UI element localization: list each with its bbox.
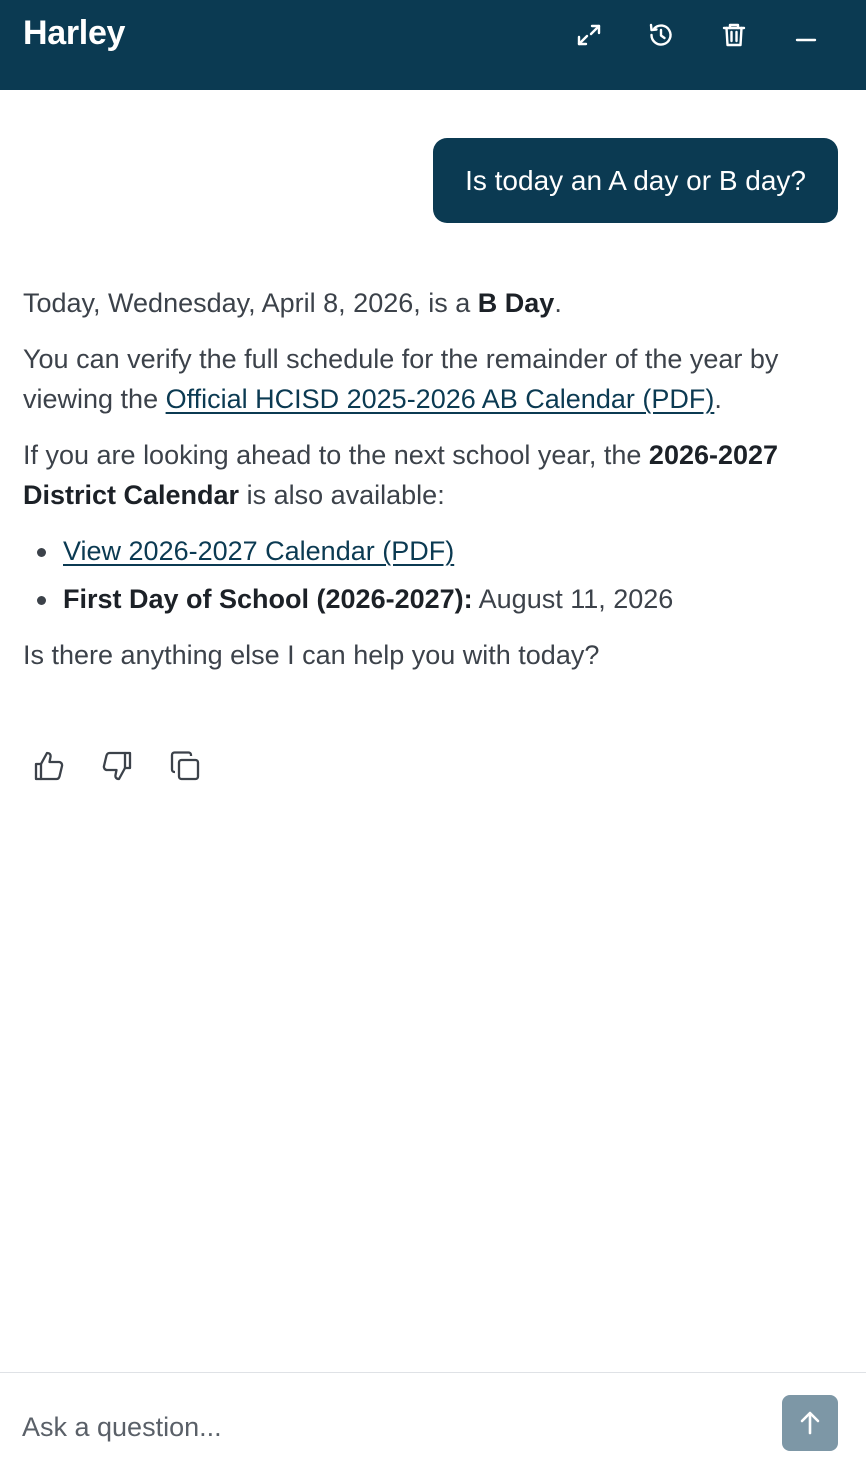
- thumbs-down-icon: [100, 749, 134, 783]
- thumbs-up-icon: [32, 749, 66, 783]
- first-day-value: August 11, 2026: [472, 584, 674, 614]
- app-title: Harley: [23, 14, 126, 52]
- reply-text: .: [554, 288, 562, 318]
- reply-text: .: [714, 384, 722, 414]
- copy-button[interactable]: [166, 745, 204, 787]
- reply-text: If you are looking ahead to the next school year, the: [23, 440, 649, 470]
- minimize-button[interactable]: [785, 14, 827, 56]
- trash-icon: [719, 20, 749, 50]
- assistant-reply: [23, 283, 783, 691]
- reply-paragraph: [23, 283, 783, 323]
- minimize-icon: [791, 20, 821, 50]
- district-calendar-link[interactable]: View 2026-2027 Calendar (PDF): [63, 536, 455, 566]
- history-icon: [646, 20, 676, 50]
- reply-text: Today, Wednesday, April 8, 2026, is a: [23, 288, 478, 318]
- user-message-bubble: Is today an A day or B day?: [433, 138, 838, 223]
- history-button[interactable]: [640, 14, 682, 56]
- chat-header: [0, 0, 866, 90]
- first-day-label: First Day of School (2026-2027):: [63, 584, 473, 614]
- expand-icon: [574, 20, 604, 50]
- thumbs-up-button[interactable]: [30, 745, 68, 787]
- feedback-bar: [30, 745, 204, 787]
- list-item: [23, 531, 783, 571]
- list-item: [23, 579, 783, 619]
- expand-button[interactable]: [568, 14, 610, 56]
- question-input[interactable]: [22, 1401, 742, 1453]
- clear-chat-button[interactable]: [713, 14, 755, 56]
- arrow-up-icon: [795, 1408, 825, 1438]
- ab-calendar-link[interactable]: Official HCISD 2025-2026 AB Calendar (PDF): [165, 384, 715, 414]
- composer: [0, 1372, 866, 1474]
- reply-text: You can verify the full schedule for the remainder of the year by viewing the: [23, 344, 779, 414]
- thumbs-down-button[interactable]: [98, 745, 136, 787]
- copy-icon: [168, 749, 202, 783]
- reply-text: is also available:: [239, 480, 445, 510]
- reply-list: [23, 531, 783, 619]
- day-type-value: B Day: [477, 288, 555, 318]
- send-button[interactable]: [782, 1395, 838, 1451]
- reply-paragraph: [23, 435, 783, 515]
- district-calendar-label: 2026-2027 District Calendar: [23, 440, 779, 510]
- reply-closing: Is there anything else I can help you with today?: [23, 640, 600, 670]
- reply-paragraph: [23, 339, 783, 419]
